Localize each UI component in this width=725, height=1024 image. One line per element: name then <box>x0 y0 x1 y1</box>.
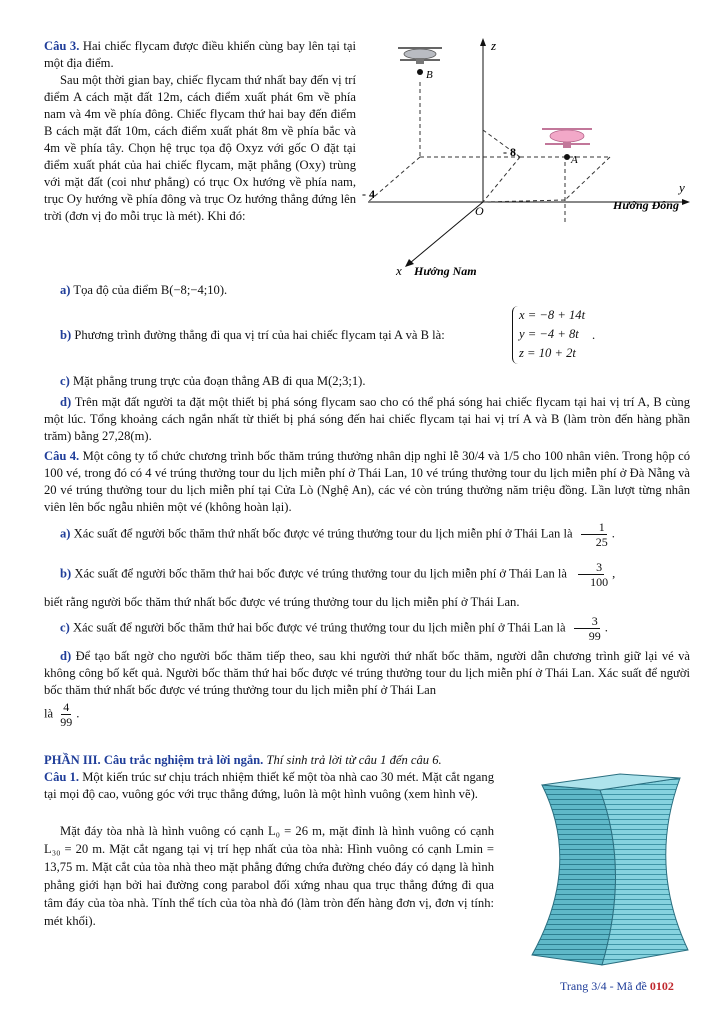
point-a-label: A <box>571 154 578 166</box>
point-b-dot <box>417 69 423 75</box>
q4-b-text: Xác suất để người bốc thăm thứ hai bốc được vé trúng thưởng tour du lịch miễn phí ở Thái Lan là <box>71 566 567 581</box>
x-axis <box>410 202 483 263</box>
q4-body-text: Một công ty tổ chức chương trình bốc thăm trúng thưởng nhân dịp nghỉ lễ 30/4 và 1/5 cho 100 nhân viên. Trong hộp có 100 vé, trong đó có 4 vé trúng thưởng tour du lịch miễn phí ở Thái Lan, 10 vé trúng thưởng tour du lịch miễn phí ở Đà Nẵng và 20 vé trúng thưởng tour du lịch miễn phí tại Cửa Lò (Nghệ An), các vé còn trúng thưởng năm triệu đồng. Lần lượt từng nhân viên lên bốc ngẫu nhiên một vé (không hoàn lại). <box>44 449 690 514</box>
z-arrow <box>480 38 486 46</box>
q3-a-text: Tọa độ của điểm B(−8;−4;10). <box>70 283 228 297</box>
q3-c-label: c) <box>60 374 70 388</box>
q3-intro-text: Hai chiếc flycam được điều khiển cùng bay lên tại tại một địa điểm. <box>44 39 356 70</box>
q4-b-label: b) <box>60 566 72 581</box>
part3-heading <box>44 752 514 769</box>
q3-intro <box>44 38 356 72</box>
building-figure <box>520 770 700 970</box>
q3-d-label: d) <box>60 395 72 409</box>
z-label: z <box>491 38 497 53</box>
part3-subtitle: Thí sinh trả lời từ câu 1 đến câu 6. <box>263 753 442 767</box>
origin-label: O <box>475 204 484 218</box>
q3-b-text: Phương trình đường thẳng đi qua vị trí của hai chiếc flycam tại A và B là: <box>71 328 445 342</box>
q4-d-fraction: $\frac{4}{99}$ <box>60 700 73 729</box>
q4-d-label: d) <box>60 649 72 663</box>
q4-title: Câu 4. <box>44 449 80 463</box>
page-footer <box>560 978 674 995</box>
q4-a-text: Xác suất để người bốc thăm thứ nhất bốc được vé trúng thưởng tour du lịch miễn phí ở Thái Lan là <box>70 526 573 541</box>
y-arrow <box>682 199 690 205</box>
q3-a-label: a) <box>60 283 71 297</box>
east-direction-label: Hướng Đông <box>613 198 679 212</box>
part3-q1-title: Câu 1. <box>44 770 80 784</box>
drone-a-icon <box>542 129 592 148</box>
q4-d-la: là <box>44 706 54 721</box>
q4-option-b: b) Xác suất để người bốc thăm thứ hai bốc được vé trúng thưởng tour du lịch miễn phí ở Thái Lan là $\frac{3}{100}$ , <box>60 560 616 589</box>
south-direction-label: Hướng Nam <box>414 264 477 278</box>
q4-option-d <box>44 648 690 699</box>
q4-c-text: Xác suất để người bốc thăm thứ hai bốc được vé trúng thưởng tour du lịch miễn phí ở Thái Lan là <box>69 620 566 635</box>
q4-a-label: a) <box>60 526 71 541</box>
q3-coordinate-figure <box>360 30 695 280</box>
q3-c-text: Mặt phẳng trung trực của đoạn thẳng AB đi qua M(2;3;1). <box>69 374 366 388</box>
minus-4-label: - 4 <box>362 187 375 201</box>
minus-8-label: - 8 <box>503 145 516 159</box>
q4-b-fraction: $\frac{3}{100}$ <box>572 560 610 589</box>
x-label: x <box>396 263 402 278</box>
part3-q1-intro <box>44 769 494 803</box>
equation-z: z = 10 + 2t <box>519 346 576 360</box>
q3-body: Sau một thời gian bay, chiếc flycam thứ nhất bay đến vị trí điểm A cách mặt đất 12m, cách điểm xuất phát 6m về phía nam và 4m về phía đông. Chiếc flycam thứ hai bay đến điểm B cách mặt đất 10m, cách điểm xuất phát 8m về phía bắc và 4m về phía tây. Chọn hệ trục tọa độ Oxyz với gốc O đặt tại điểm xuất phát của hai chiếc flycam, mặt phẳng (Oxy) trùng với mặt đất (coi như phẳng) có trục Ox hướng về phía nam, trục Oy hướng về phía đông và trục Oz hướng thẳng đứng lên trời (đơn vị đo mỗi trục là mét). Khi đó: <box>44 73 356 223</box>
part3-title: PHẦN III. Câu trắc nghiệm trả lời ngắn. <box>44 753 264 767</box>
q4-option-c: c) Xác suất để người bốc thăm thứ hai bốc được vé trúng thưởng tour du lịch miễn phí ở Thái Lan là $\frac{3}{99}$ . <box>60 614 608 643</box>
q3-option-b <box>44 327 504 344</box>
drone-b-icon <box>398 48 442 64</box>
point-b-label: B <box>426 69 433 81</box>
q4-option-a: a) Xác suất để người bốc thăm thứ nhất bốc được vé trúng thưởng tour du lịch miễn phí ở Thái Lan là $\frac{1}{25}$ . <box>60 520 615 549</box>
part3-q1-body: Mặt đáy tòa nhà là hình vuông có cạnh L₀ = 26 m, mặt đỉnh là hình vuông có cạnh L₃₀ = 20 m. Mặt cắt ngang tại vị trí hẹp nhất của tòa nhà: Hình vuông có cạnh Lmin = 13,75 m. Mặt cắt của tòa nhà theo mặt phẳng đứng chứa đường chéo đáy có dạng là hình phẳng giới hạn bởi hai đường cong parabol đối xứng nhau qua trục thẳng đứng đi qua tâm đáy của tòa nhà. Tính thể tích của tòa nhà đó (làm tròn đến hàng đơn vị, đơn vị tính: mét khối). <box>44 824 494 928</box>
q3-option-d <box>44 394 690 445</box>
q4-a-fraction: $\frac{1}{25}$ <box>578 520 610 549</box>
q3-title: Câu 3. <box>44 39 80 53</box>
q4-c-label: c) <box>60 620 70 635</box>
equation-y: y = −4 + 8t <box>519 327 579 341</box>
q4-c-fraction: $\frac{3}{99}$ <box>571 614 603 643</box>
q3-b-end: . <box>592 328 596 342</box>
q3-b-label: b) <box>60 328 72 342</box>
point-a-dot <box>564 154 570 160</box>
q4-b-continuation: biết rằng người bốc thăm thứ nhất bốc được vé trúng thưởng tour du lịch miễn phí ở Thái Lan. <box>44 595 520 609</box>
equation-x: x = −8 + 14t <box>519 308 586 322</box>
q4-d-text: Để tạo bất ngờ cho người bốc thăm tiếp theo, sau khi người thứ nhất bốc thăm, người dẫn chương trình giữ lại vé và không công bố kết quả. Người bốc thăm thứ hai bốc được vé trúng thưởng tour du lịch miễn phí ở Thái Lan. Xác suất để người bốc thăm thứ nhất bốc được vé trúng thưởng tour du lịch miễn phí ở Thái Lan <box>44 649 690 697</box>
q3-equation-system <box>512 306 585 364</box>
footer-text: Trang 3/4 - Mã đề <box>560 979 650 993</box>
building-left-face <box>532 785 616 965</box>
q4-body <box>44 448 690 516</box>
y-label: y <box>679 180 685 195</box>
q3-option-a <box>44 282 690 299</box>
exam-code: 0102 <box>649 979 674 993</box>
q3-option-c <box>44 373 690 390</box>
q3-d-text: Trên mặt đất người ta đặt một thiết bị phá sóng flycam sao cho có thể phá sóng hai chiếc flycam tại hai vị trí A, B cùng một lúc. Tổng khoảng cách ngắn nhất từ thiết bị phá sóng đến hai chiếc flycam tại hai vị trí A và B (làm tròn đến hàng phần trăm) bằng 27,28(m). <box>44 395 690 443</box>
part3-q1-intro-text: Một kiến trúc sư chịu trách nhiệm thiết kế một tòa nhà cao 30 mét. Mặt cắt ngang tại mọi độ cao, vuông góc với trục thẳng đứng, luôn là một hình vuông (xem hình vẽ). <box>44 770 494 801</box>
q4-d-answer: là $\frac{4}{99}$ . <box>44 700 80 729</box>
